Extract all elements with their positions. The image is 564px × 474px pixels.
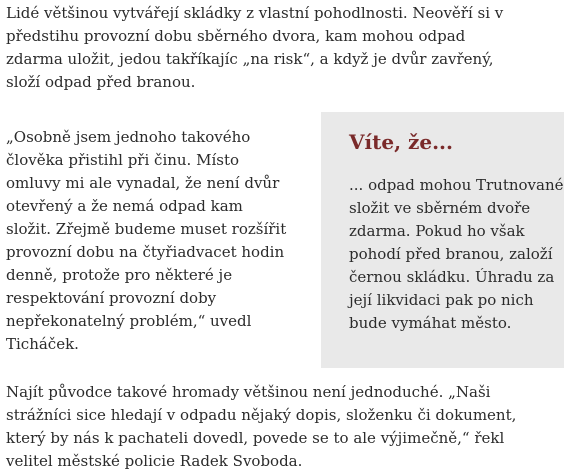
text-line: „Osobně jsem jednoho takového [6, 128, 251, 146]
text-line: Lidé většinou vytvářejí skládky z vlastní pohodlnosti. Neověří si v [6, 4, 504, 22]
text-line: předstihu provozní dobu sběrného dvora, kam mohou odpad [6, 27, 466, 45]
text-line: ... odpad mohou Trutnované [349, 176, 564, 194]
text-line: složit. Zřejmě budeme muset rozšířit [6, 220, 287, 238]
did-you-know-box [321, 112, 564, 368]
text-line: černou skládku. Úhradu za [349, 268, 555, 286]
did-you-know-title: Víte, že... [349, 130, 453, 154]
text-line: pohodí před branou, založí [349, 245, 553, 263]
text-line: zdarma. Pokud ho však [349, 222, 525, 240]
article-paragraph-2 [6, 126, 286, 356]
text-line: Najít původce takové hromady většinou není jednoduché. „Naši [6, 383, 491, 401]
article-paragraph-1 [6, 2, 503, 94]
text-line: bude vymáhat město. [349, 314, 512, 332]
text-line: člověka přistihl při činu. Místo [6, 151, 240, 169]
text-line: její likvidaci pak po nich [349, 291, 534, 309]
text-line: strážníci sice hledají v odpadu nějaký dopis, složenku či dokument, [6, 406, 517, 424]
text-line: denně, protože pro některé je [6, 266, 233, 284]
text-line: složí odpad před branou. [6, 73, 196, 91]
text-line: nepřekonatelný problém,“ uvedl [6, 312, 252, 330]
text-line: velitel městské policie Radek Svoboda. [6, 452, 303, 470]
text-line: otevřený a že nemá odpad kam [6, 197, 243, 215]
text-line: provozní dobu na čtyřiadvacet hodin [6, 243, 285, 261]
text-line: který by nás k pachateli dovedl, povede se to ale výjimečně,“ řekl [6, 429, 505, 447]
text-line: omluvy mi ale vynadal, že není dvůr [6, 174, 280, 192]
text-line: Ticháček. [6, 335, 79, 353]
text-line: zdarma uložit, jedou takříkajíc „na risk“, a když je dvůr zavřený, [6, 50, 494, 68]
text-line: respektování provozní doby [6, 289, 217, 307]
did-you-know-text [349, 174, 564, 335]
text-line: složit ve sběrném dvoře [349, 199, 531, 217]
article-paragraph-3 [6, 381, 516, 473]
